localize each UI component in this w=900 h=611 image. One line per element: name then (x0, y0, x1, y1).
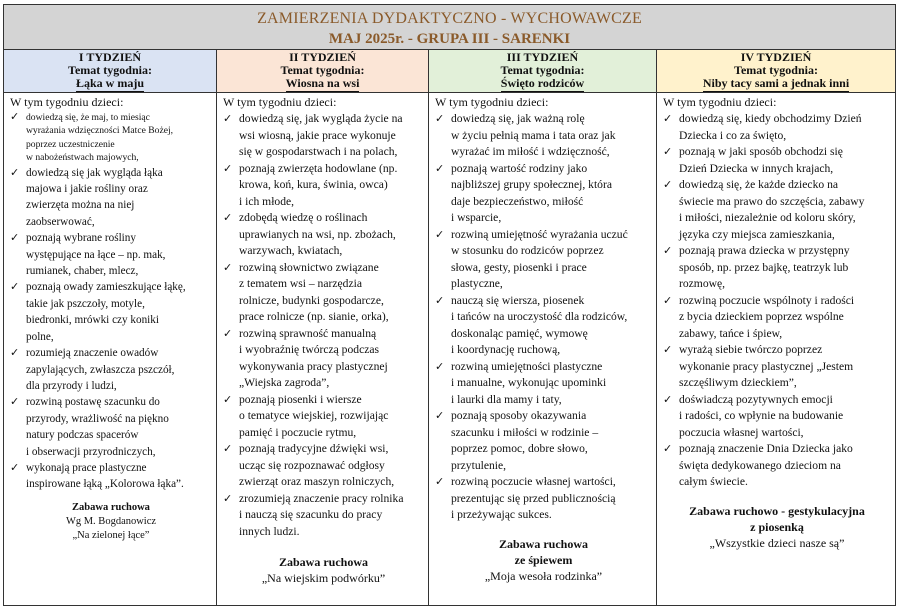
game-title: Zabawa ruchowo - gestykulacyjna z piosenką (689, 503, 865, 534)
week-3-content (429, 93, 657, 606)
goal-item: ✓ poznają znaczenie Dnia Dziecka jako święta dedykowanego dzieciom na całym świecie. (663, 442, 853, 488)
check-icon: ✓ (435, 162, 445, 175)
week-theme-label: Temat tygodnia: (734, 63, 818, 77)
check-icon: ✓ (10, 111, 20, 123)
check-icon: ✓ (10, 281, 20, 294)
goal-item: ✓ nauczą się wiersza, piosenek i tańców na uroczystość dla rodziców, doskonaląc pamięć, wymowę i koordynację ruchową, (435, 293, 628, 356)
check-icon: ✓ (10, 461, 20, 474)
check-icon: ✓ (663, 245, 673, 257)
check-icon: ✓ (10, 396, 20, 409)
week-theme-label: Temat tygodnia: (68, 63, 152, 77)
check-icon: ✓ (435, 294, 445, 307)
goal-item: ✓ rozwiną umiejętność wyrażania uczuć w stosunku do rodziców poprzez słowa, gesty, piosenki i prace plastyczne, (435, 227, 628, 290)
goal-item: ✓ rozwiną sprawność manualną i wyobraźnię twórczą podczas wykonywania pracy plastycznej „Wiejska zagroda”, (223, 326, 388, 389)
game-title: Zabawa ruchowa (278, 555, 368, 569)
check-icon: ✓ (10, 166, 20, 179)
week-1-header (4, 50, 217, 93)
week-theme: Święto rodziców (500, 76, 585, 90)
goal-item: ✓ dowiedzą się, że każde dziecko na świecie ma prawo do szczęścia, zabawy i miłości, niezależnie od koloru skóry, języka czy miejsca zamieszkania, (663, 178, 865, 241)
goals-list (435, 111, 652, 524)
game-name: „Wszystkie dzieci nasze są” (709, 535, 845, 550)
check-icon: ✓ (223, 393, 233, 406)
goal-item: ✓ rozwiną słownictwo związane z tematem wsi – narzędzia rolnicze, budynki gospodarcze, prace rolnicze (np. sianie, orka), (223, 260, 389, 323)
week-label: I TYDZIEŃ (78, 50, 142, 64)
goals-list (10, 111, 212, 493)
week-2-header (217, 50, 429, 93)
goal-item: ✓ dowiedzą się, kiedy obchodzimy Dzień Dziecka i co za święto, (663, 112, 862, 142)
goal-item: ✓ dowiedzą się, jak wygląda życie na wsi wiosną, jakie prace wykonuje się w gospodarstwach i na polach, (223, 112, 403, 158)
week-theme: Niby tacy sami a jednak inni (702, 76, 850, 90)
check-icon: ✓ (435, 228, 445, 241)
goal-item: ✓ rozwiną poczucie wspólnoty i radości z bycia dzieckiem poprzez wspólne zabawy, tańce i śpiew, (663, 293, 855, 340)
goal-item: ✓ dowiedzą się, że maj, to miesiąc wyrażania wdzięczności Matce Bożej, poprzez uczestniczenie w nabożeństwach majowych, (10, 111, 174, 164)
goal-item: ✓ poznają sposoby okazywania szacunku i miłości w rodzinie – poprzez pomoc, dobre słowo, przytulenie, (435, 409, 599, 472)
week-theme-label: Temat tygodnia: (280, 63, 365, 77)
game-title: Zabawa ruchowa (72, 501, 150, 513)
check-icon: ✓ (10, 232, 20, 245)
week-theme: Wiosna na wsi (285, 76, 360, 90)
week-theme-label: Temat tygodnia: (500, 63, 585, 77)
document-subtitle: MAJ 2025r. - GRUPA III - SARENKI (328, 31, 571, 47)
week-label: III TYDZIEŃ (506, 50, 579, 64)
goal-item: ✓ poznają piosenki i wiersze o tematyce wiejskiej, rozwijając pamięć i poczucie rytmu, (223, 392, 389, 439)
week-label: II TYDZIEŃ (289, 50, 356, 64)
goal-item: ✓ rozwiną postawę szacunku do przyrody, wrażliwość na piękno natury podczas spacerów i obserwacji przyrodniczych, (10, 396, 169, 458)
check-icon: ✓ (663, 393, 673, 406)
week-label: IV TYDZIEŃ (740, 50, 812, 64)
game-block (435, 536, 652, 584)
game-block (223, 554, 424, 586)
check-icon: ✓ (435, 476, 445, 488)
check-icon: ✓ (663, 344, 673, 356)
goal-item: ✓ wyrażą siebie twórczo poprzez wykonanie pracy plastycznej „Jestem szczęśliwym dzieckiem”, (663, 343, 854, 389)
goal-item: ✓ poznają wybrane rośliny występujące na łące – np. mak, rumianek, chaber, mlecz, (10, 232, 166, 278)
goal-item: ✓ poznają wartość rodziny jako najbliższej grupy społecznej, która daje bezpieczeństwo, miłość i wsparcie, (435, 161, 612, 224)
game-title: Zabawa ruchowa ze śpiewem (498, 536, 588, 567)
intro-text: W tym tygodniu dzieci: (663, 95, 777, 109)
check-icon: ✓ (223, 327, 233, 340)
check-icon: ✓ (663, 113, 673, 125)
game-block (663, 503, 891, 551)
goal-item: ✓ poznają tradycyjne dźwięki wsi, ucząc się rozpoznawać odgłosy zwierząt oraz maszyn rolniczych, (223, 442, 395, 488)
check-icon: ✓ (663, 146, 673, 158)
goal-item: ✓ poznają w jaki sposób obchodzi się Dzień Dziecka w innych krajach, (663, 145, 843, 175)
week-4-content (657, 93, 896, 606)
check-icon: ✓ (223, 443, 233, 455)
week-theme: Łąka w maju (75, 76, 144, 90)
week-2-content (217, 93, 429, 606)
intro-text: W tym tygodniu dzieci: (223, 95, 337, 109)
check-icon: ✓ (435, 360, 445, 373)
check-icon: ✓ (663, 179, 673, 191)
intro-text: W tym tygodniu dzieci: (10, 95, 124, 109)
document-title: ZAMIERZENIA DYDAKTYCZNO - WYCHOWAWCZE (257, 10, 642, 27)
check-icon: ✓ (223, 113, 233, 125)
week-4-header (657, 50, 896, 93)
goal-item: ✓ wykonają prace plastyczne inspirowane łąką „Kolorowa łąka”. (10, 461, 184, 491)
check-icon: ✓ (435, 113, 445, 125)
check-icon: ✓ (223, 492, 233, 505)
game-author: Wg M. Bogdanowicz (65, 515, 157, 527)
goal-item: ✓ rozwiną poczucie własnej wartości, prezentując się przed publicznością i przeżywając sukces. (435, 475, 616, 521)
plan-table (3, 4, 896, 606)
check-icon: ✓ (10, 347, 20, 360)
goal-item: ✓ zrozumieją znaczenie pracy rolnika i nauczą się szacunku do pracy innych ludzi. (223, 491, 404, 538)
game-name: „Na wiejskim podwórku” (261, 571, 386, 585)
goal-item: ✓ zdobędą wiedzę o roślinach uprawianych na wsi, np. zbożach, warzywach, kwiatach, (223, 211, 396, 257)
check-icon: ✓ (663, 294, 673, 307)
goal-item: ✓ doświadczą pozytywnych emocji i radości, co wpłynie na budowanie poczucia własnej wartości, (663, 392, 844, 439)
game-name: „Na zielonej łące” (72, 529, 150, 541)
check-icon: ✓ (663, 443, 673, 455)
goal-item: ✓ dowiedzą się jak wygląda łąka majowa i jakie rośliny oraz zwierzęta można na niej zaobserwować, (10, 166, 163, 228)
goal-item: ✓ poznają zwierzęta hodowlane (np. krowa, koń, kura, świnia, owca) i ich młode, (223, 161, 398, 208)
check-icon: ✓ (223, 261, 233, 274)
goal-item: ✓ poznają owady zamieszkujące łąkę, takie jak pszczoły, motyle, biedronki, mrówki czy koniki polne, (10, 281, 186, 343)
goal-item: ✓ dowiedzą się, jak ważną rolę w życiu pełnią mama i tata oraz jak wyrażać im miłość i wdzięczność, (435, 112, 616, 158)
check-icon: ✓ (223, 162, 233, 175)
document-header (4, 5, 896, 50)
goals-list (663, 111, 891, 491)
game-block (10, 501, 212, 543)
week-3-header (429, 50, 657, 93)
check-icon: ✓ (435, 410, 445, 422)
goal-item: ✓ poznają prawa dziecka w przystępny sposób, np. przez bajkę, teatrzyk lub rozmowę, (663, 244, 850, 290)
check-icon: ✓ (223, 212, 233, 224)
game-name: „Moja wesoła rodzinka” (484, 568, 603, 583)
week-1-content (4, 93, 217, 606)
intro-text: W tym tygodniu dzieci: (435, 95, 549, 109)
goal-item: ✓ rozumieją znaczenie owadów zapylających, zwłaszcza pszczół, dla przyrody i ludzi, (10, 347, 175, 392)
goal-item: ✓ rozwiną umiejętności plastyczne i manualne, wykonując upominki i laurki dla mamy i taty, (435, 359, 607, 406)
goals-list (223, 111, 424, 540)
